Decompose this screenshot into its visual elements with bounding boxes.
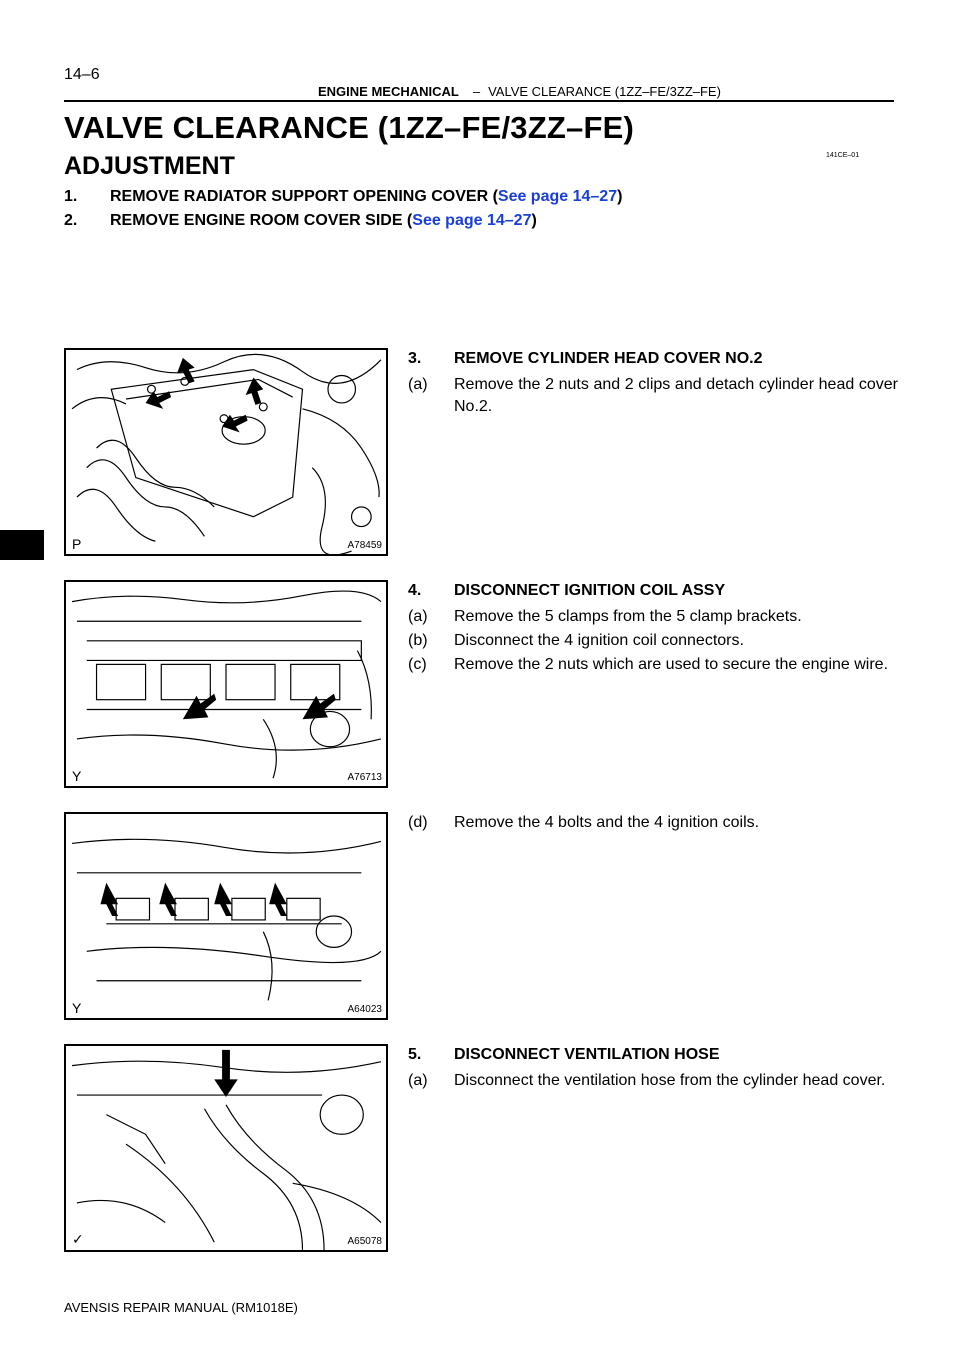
step-2	[64, 212, 537, 230]
sub-step	[408, 654, 898, 676]
sub-step	[408, 630, 898, 652]
sub-step-label: (b)	[408, 632, 428, 649]
step-1	[64, 188, 622, 206]
header-subsection: VALVE CLEARANCE (1ZZ–FE/3ZZ–FE)	[488, 84, 721, 99]
figure-ignition-coils	[64, 812, 388, 1020]
step-heading	[408, 1044, 898, 1066]
sub-step-text: Disconnect the 4 ignition coil connectors.	[454, 632, 744, 649]
step-number: 4.	[408, 582, 422, 599]
figure-corner-mark: Y	[72, 768, 82, 784]
figure-ignition-coil-assy	[64, 580, 388, 788]
footer-manual-title: AVENSIS REPAIR MANUAL (RM1018E)	[64, 1300, 298, 1315]
engine-illustration	[66, 814, 386, 1018]
sub-step-text: Remove the 5 clamps from the 5 clamp brackets.	[454, 608, 802, 625]
sub-step	[408, 374, 898, 418]
step-close: )	[531, 212, 537, 229]
step-title: DISCONNECT IGNITION COIL ASSY	[454, 582, 726, 599]
arrow-icons	[214, 1050, 238, 1097]
page-number: 14–6	[64, 66, 100, 83]
step-4d-block	[408, 812, 898, 836]
sub-step	[408, 1070, 898, 1092]
running-header	[318, 84, 721, 99]
header-section: ENGINE MECHANICAL	[318, 84, 459, 99]
header-rule	[64, 100, 894, 102]
step-number: 5.	[408, 1046, 422, 1063]
page-title: VALVE CLEARANCE (1ZZ–FE/3ZZ–FE)	[64, 110, 634, 145]
step-3-block	[408, 348, 898, 420]
step-text: REMOVE RADIATOR SUPPORT OPENING COVER (	[110, 188, 498, 205]
see-page-link[interactable]: See page 14–27	[412, 212, 532, 229]
step-close: )	[617, 188, 623, 205]
step-heading	[408, 580, 898, 602]
engine-illustration	[66, 582, 386, 786]
step-number: 3.	[408, 350, 422, 367]
sub-step	[408, 606, 898, 628]
sub-step-label: (a)	[408, 608, 428, 625]
figure-corner-mark: P	[72, 536, 82, 552]
figure-id: A64023	[347, 1004, 382, 1015]
figure-cylinder-head-cover	[64, 348, 388, 556]
sub-step-text: Remove the 4 bolts and the 4 ignition coils.	[454, 814, 760, 831]
arrow-icons	[100, 883, 286, 916]
sub-step-label: (d)	[408, 814, 428, 831]
step-number: 2.	[64, 212, 78, 229]
engine-illustration	[66, 1046, 386, 1250]
step-title: DISCONNECT VENTILATION HOSE	[454, 1046, 720, 1063]
sub-step-label: (c)	[408, 656, 427, 673]
step-text: REMOVE ENGINE ROOM COVER SIDE (	[110, 212, 413, 229]
step-heading	[408, 348, 898, 370]
chapter-tab-marker	[0, 530, 44, 560]
step-5-block	[408, 1044, 898, 1094]
figure-id: A78459	[347, 540, 382, 551]
engine-illustration	[66, 350, 386, 554]
arrow-icons	[183, 694, 336, 720]
sub-step-label: (a)	[408, 1072, 428, 1089]
sub-step	[408, 812, 898, 834]
step-number: 1.	[64, 188, 78, 205]
document-code: 141CE–01	[826, 152, 860, 159]
figure-corner-mark: ✓	[72, 1231, 84, 1247]
header-separator: –	[472, 84, 481, 99]
figure-corner-mark: Y	[72, 1000, 82, 1016]
figure-id: A76713	[347, 772, 382, 783]
sub-step-text: Disconnect the ventilation hose from the cylinder head cover.	[454, 1072, 886, 1089]
sub-step-text: Remove the 2 nuts which are used to secure the engine wire.	[454, 656, 889, 673]
sub-step-label: (a)	[408, 376, 428, 393]
figure-id: A65078	[347, 1236, 382, 1247]
figure-ventilation-hose	[64, 1044, 388, 1252]
section-title: ADJUSTMENT	[64, 152, 235, 180]
step-title: REMOVE CYLINDER HEAD COVER NO.2	[454, 350, 763, 367]
see-page-link[interactable]: See page 14–27	[497, 188, 618, 205]
step-4-block	[408, 580, 898, 678]
sub-step-text: Remove the 2 nuts and 2 clips and detach cylinder head cover No.2.	[454, 376, 898, 415]
